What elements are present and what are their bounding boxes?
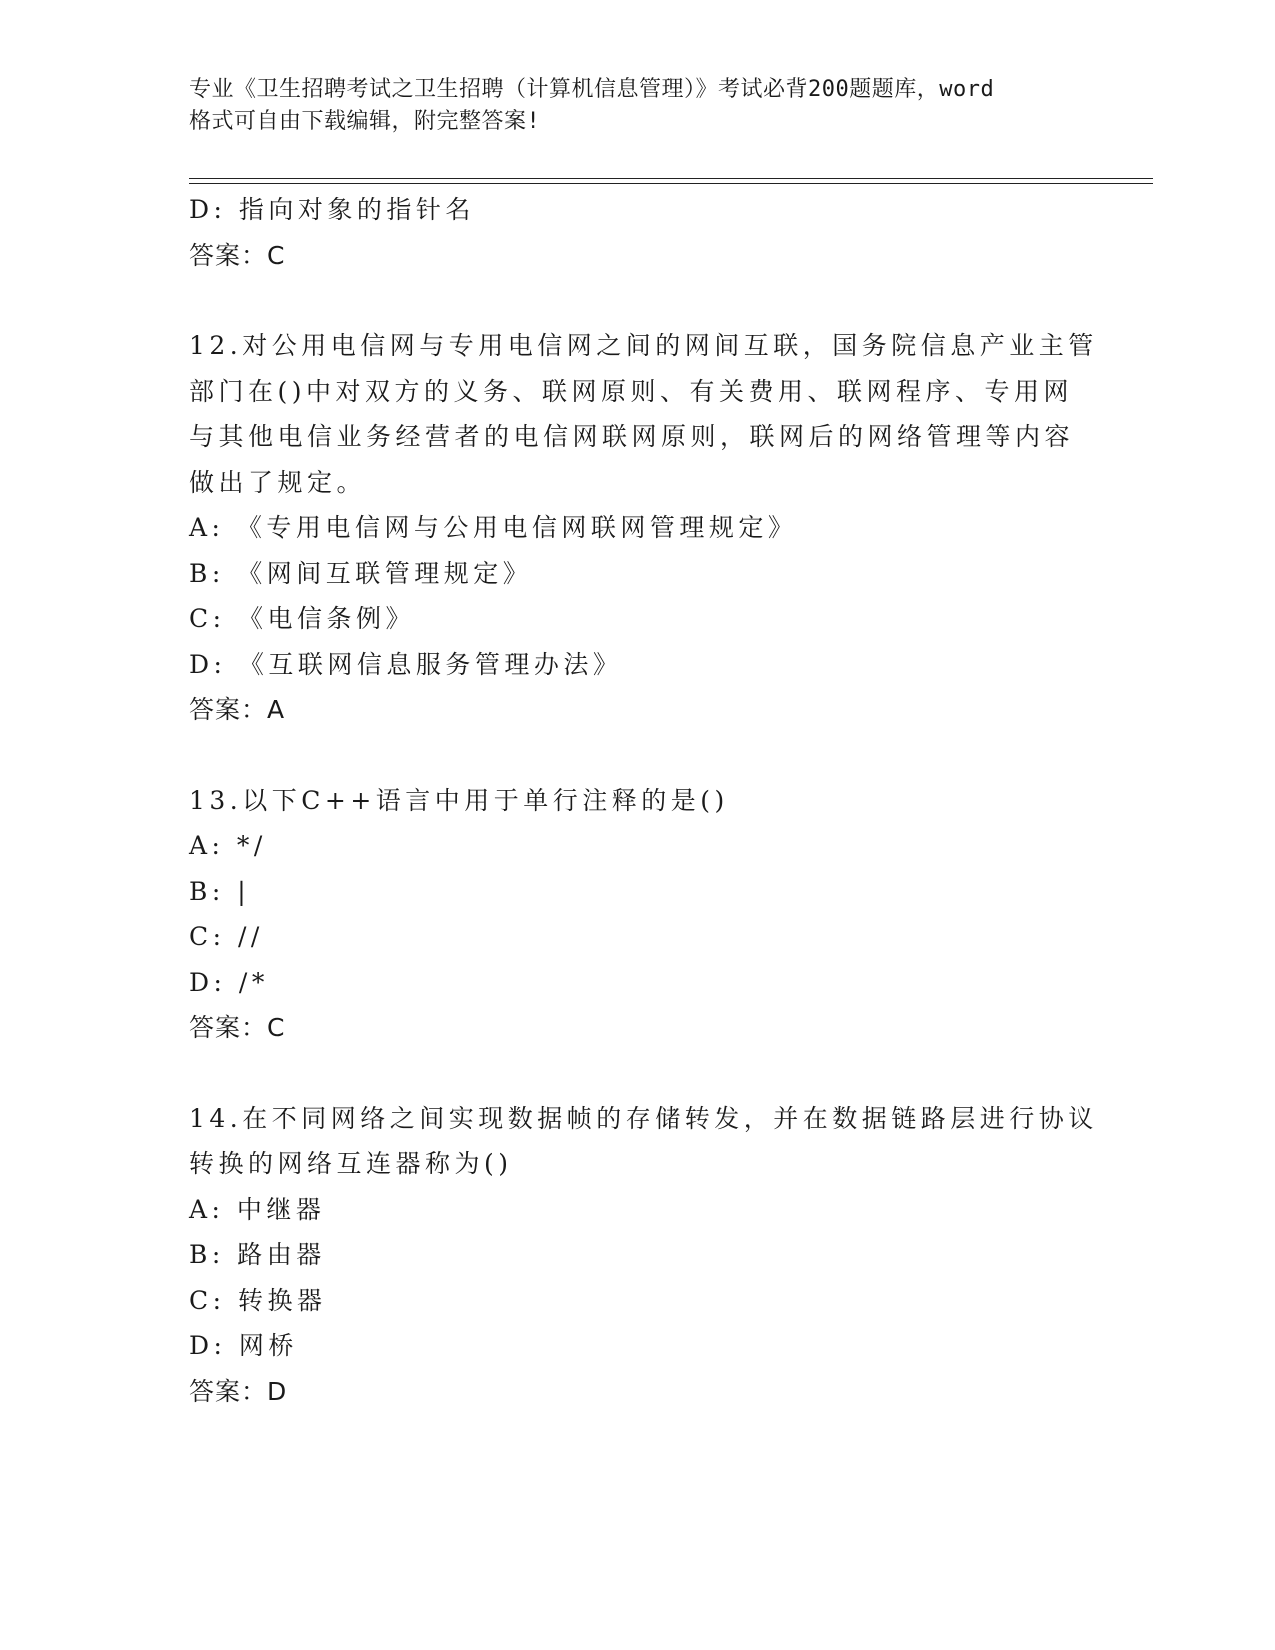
option-a: A: */ [189, 831, 267, 860]
header-divider-bottom [189, 183, 1153, 184]
answer: 答案：C [189, 240, 286, 270]
option-c: C: // [189, 922, 264, 951]
document-header [189, 74, 1089, 138]
option-d: D: 网桥 [189, 1331, 298, 1360]
spacer [189, 278, 1089, 323]
question-text-line: 与其他电信业务经营者的电信网联网原则，联网后的网络管理等内容 [189, 422, 1075, 451]
option-a: A: 中继器 [189, 1194, 326, 1224]
answer: 答案：C [189, 1013, 286, 1042]
question-11-tail [189, 187, 1089, 278]
option-b: B: 路由器 [189, 1240, 326, 1269]
option-c: C: 转换器 [189, 1285, 327, 1315]
option-d: D: /* [189, 967, 269, 997]
header-divider-top [189, 178, 1153, 179]
header-line-1: 专业《卫生招聘考试之卫生招聘（计算机信息管理）》考试必背200题题库，word [189, 77, 995, 102]
question-13 [189, 778, 1089, 1051]
header-line-2: 格式可自由下载编辑，附完整答案! [189, 109, 541, 134]
option-b: B: | [189, 876, 251, 906]
option-a: A: 《专用电信网与公用电信网联网管理规定》 [189, 513, 798, 542]
question-text-line: 部门在()中对双方的义务、联网原则、有关费用、联网程序、专用网 [189, 376, 1074, 406]
question-text-line: 转换的网络互连器称为() [189, 1149, 513, 1178]
spacer [189, 733, 1089, 778]
answer: 答案：D [189, 1376, 288, 1406]
question-list [189, 187, 1098, 1414]
question-14 [189, 1096, 1098, 1415]
question-text-line: 做出了规定。 [189, 467, 367, 497]
answer: 答案：A [189, 695, 286, 724]
spacer [189, 1051, 1089, 1096]
option-c: C: 《电信条例》 [189, 604, 415, 633]
question-text-line: 12.对公用电信网与专用电信网之间的网间互联，国务院信息产业主管 [189, 331, 1098, 360]
option-d: D: 指向对象的指针名 [189, 195, 475, 224]
question-text-line: 13.以下C++语言中用于单行注释的是() [189, 785, 729, 815]
option-b: B: 《网间互联管理规定》 [189, 558, 533, 588]
option-d: D: 《互联网信息服务管理办法》 [189, 649, 623, 679]
question-text-line: 14.在不同网络之间实现数据帧的存储转发，并在数据链路层进行协议 [189, 1103, 1098, 1133]
question-12 [189, 323, 1098, 733]
